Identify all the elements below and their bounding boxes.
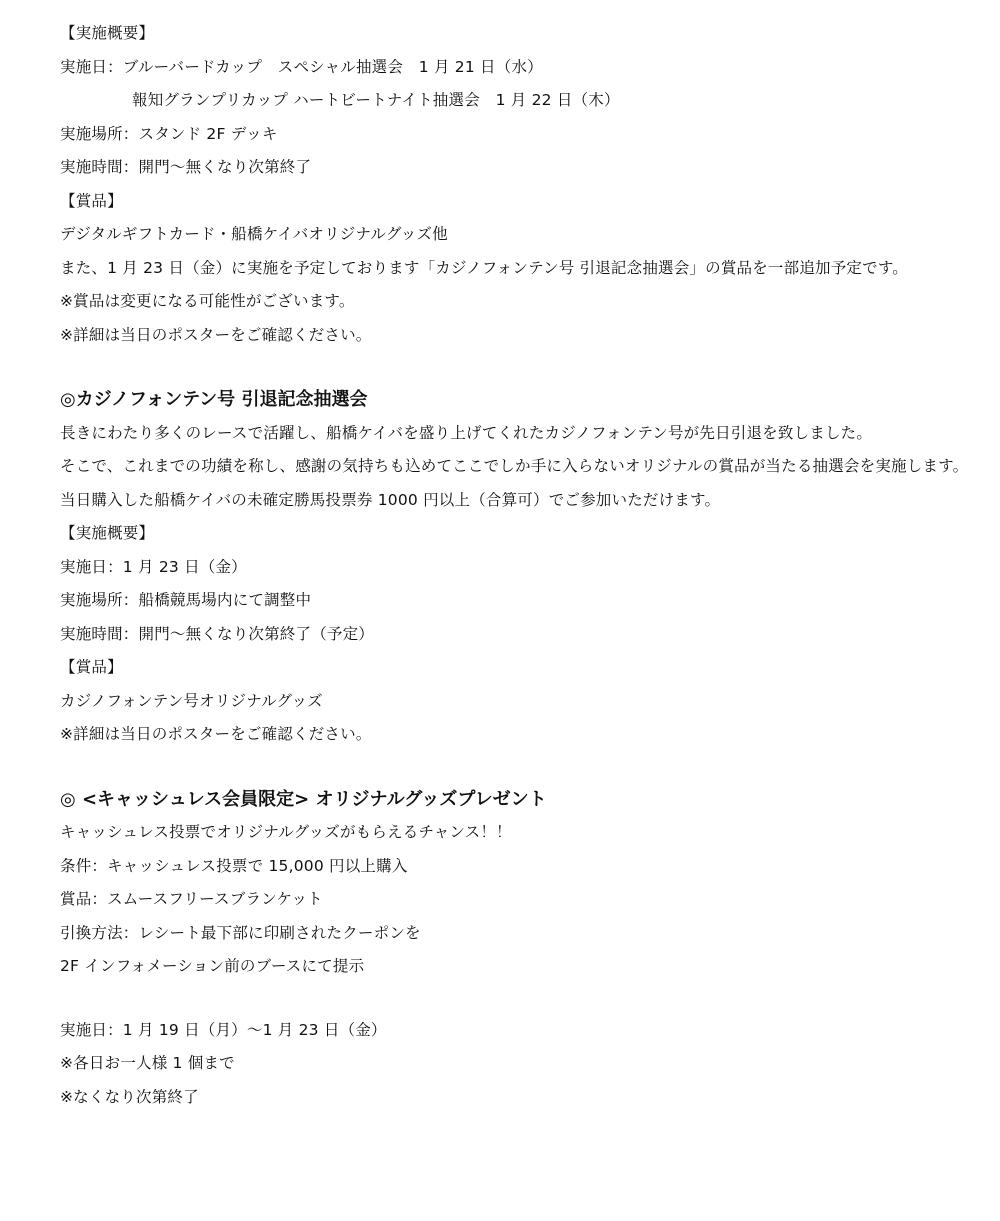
intro-text: キャッシュレス投票でオリジナルグッズがもらえるチャンス！！ xyxy=(60,823,512,841)
prize-label: 【賞品】 xyxy=(60,191,123,210)
note-text: ※賞品は変更になる可能性がございます。 xyxy=(60,292,355,310)
paragraph: 長きにわたり多くのレースで活躍し、船橋ケイバを盛り上げてくれたカジノフォンテン号が先日引退を致しました。 xyxy=(60,423,873,442)
event-time: 実施時間：開門～無くなり次第終了 xyxy=(60,158,312,176)
prize-text: デジタルギフトカード・船橋ケイバオリジナルグッズ他 xyxy=(60,225,448,243)
event-date-line: 報知グランプリカップ ハートビートナイト抽選会 1 月 22 日（木） xyxy=(132,91,620,109)
event-date: 実施日：1 月 19 日（月）～1 月 23 日（金） xyxy=(60,1020,387,1039)
condition-text: 条件：キャッシュレス投票で 15,000 円以上購入 xyxy=(60,856,408,875)
note-text: ※詳細は当日のポスターをご確認ください。 xyxy=(60,725,372,743)
prize-text: カジノフォンテン号オリジナルグッズ xyxy=(60,691,323,710)
note-text: ※なくなり次第終了 xyxy=(60,1087,199,1106)
section-heading: ◎カジノフォンテン号 引退記念抽選会 xyxy=(60,389,368,410)
section-cashless-present xyxy=(60,783,970,1115)
exchange-method-text: 引換方法：レシート最下部に印刷されたクーポンを xyxy=(60,923,421,942)
prize-text: 賞品：スムースフリースブランケット xyxy=(60,890,323,908)
note-text: ※各日お一人様 1 個まで xyxy=(60,1054,235,1072)
event-date: 実施日：1 月 23 日（金） xyxy=(60,557,247,576)
overview-label: 【実施概要】 xyxy=(60,524,155,542)
document-page xyxy=(60,17,970,1114)
paragraph: そこで、これまでの功績を称し、感謝の気持ちも込めてここでしか手に入らないオリジナルの賞品が当たる抽選会を実施します。 xyxy=(60,457,969,475)
event-date-line: 実施日：ブルーバードカップ スペシャル抽選会 1 月 21 日（水） xyxy=(60,57,543,76)
event-place: 実施場所：スタンド 2F デッキ xyxy=(60,124,278,143)
prize-label: 【賞品】 xyxy=(60,658,123,676)
section-retirement-lottery xyxy=(60,383,970,752)
section-heading: ◎ <キャッシュレス会員限定> オリジナルグッズプレゼント xyxy=(60,788,547,810)
overview-label: 【実施概要】 xyxy=(60,24,155,42)
section-bluebird-lottery xyxy=(60,17,970,352)
note-text: ※詳細は当日のポスターをご確認ください。 xyxy=(60,325,372,344)
event-time: 実施時間：開門～無くなり次第終了（予定） xyxy=(60,624,375,643)
event-place: 実施場所：船橋競馬場内にて調整中 xyxy=(60,591,312,609)
extra-prize-text: また、1 月 23 日（金）に実施を予定しております「カジノフォンテン号 引退記念抽選会」の賞品を一部追加予定です。 xyxy=(60,258,908,277)
paragraph: 当日購入した船橋ケイバの未確定勝馬投票券 1000 円以上（合算可）でご参加いただけます。 xyxy=(60,490,721,509)
exchange-method-text: 2F インフォメーション前のブースにて提示 xyxy=(60,957,365,975)
